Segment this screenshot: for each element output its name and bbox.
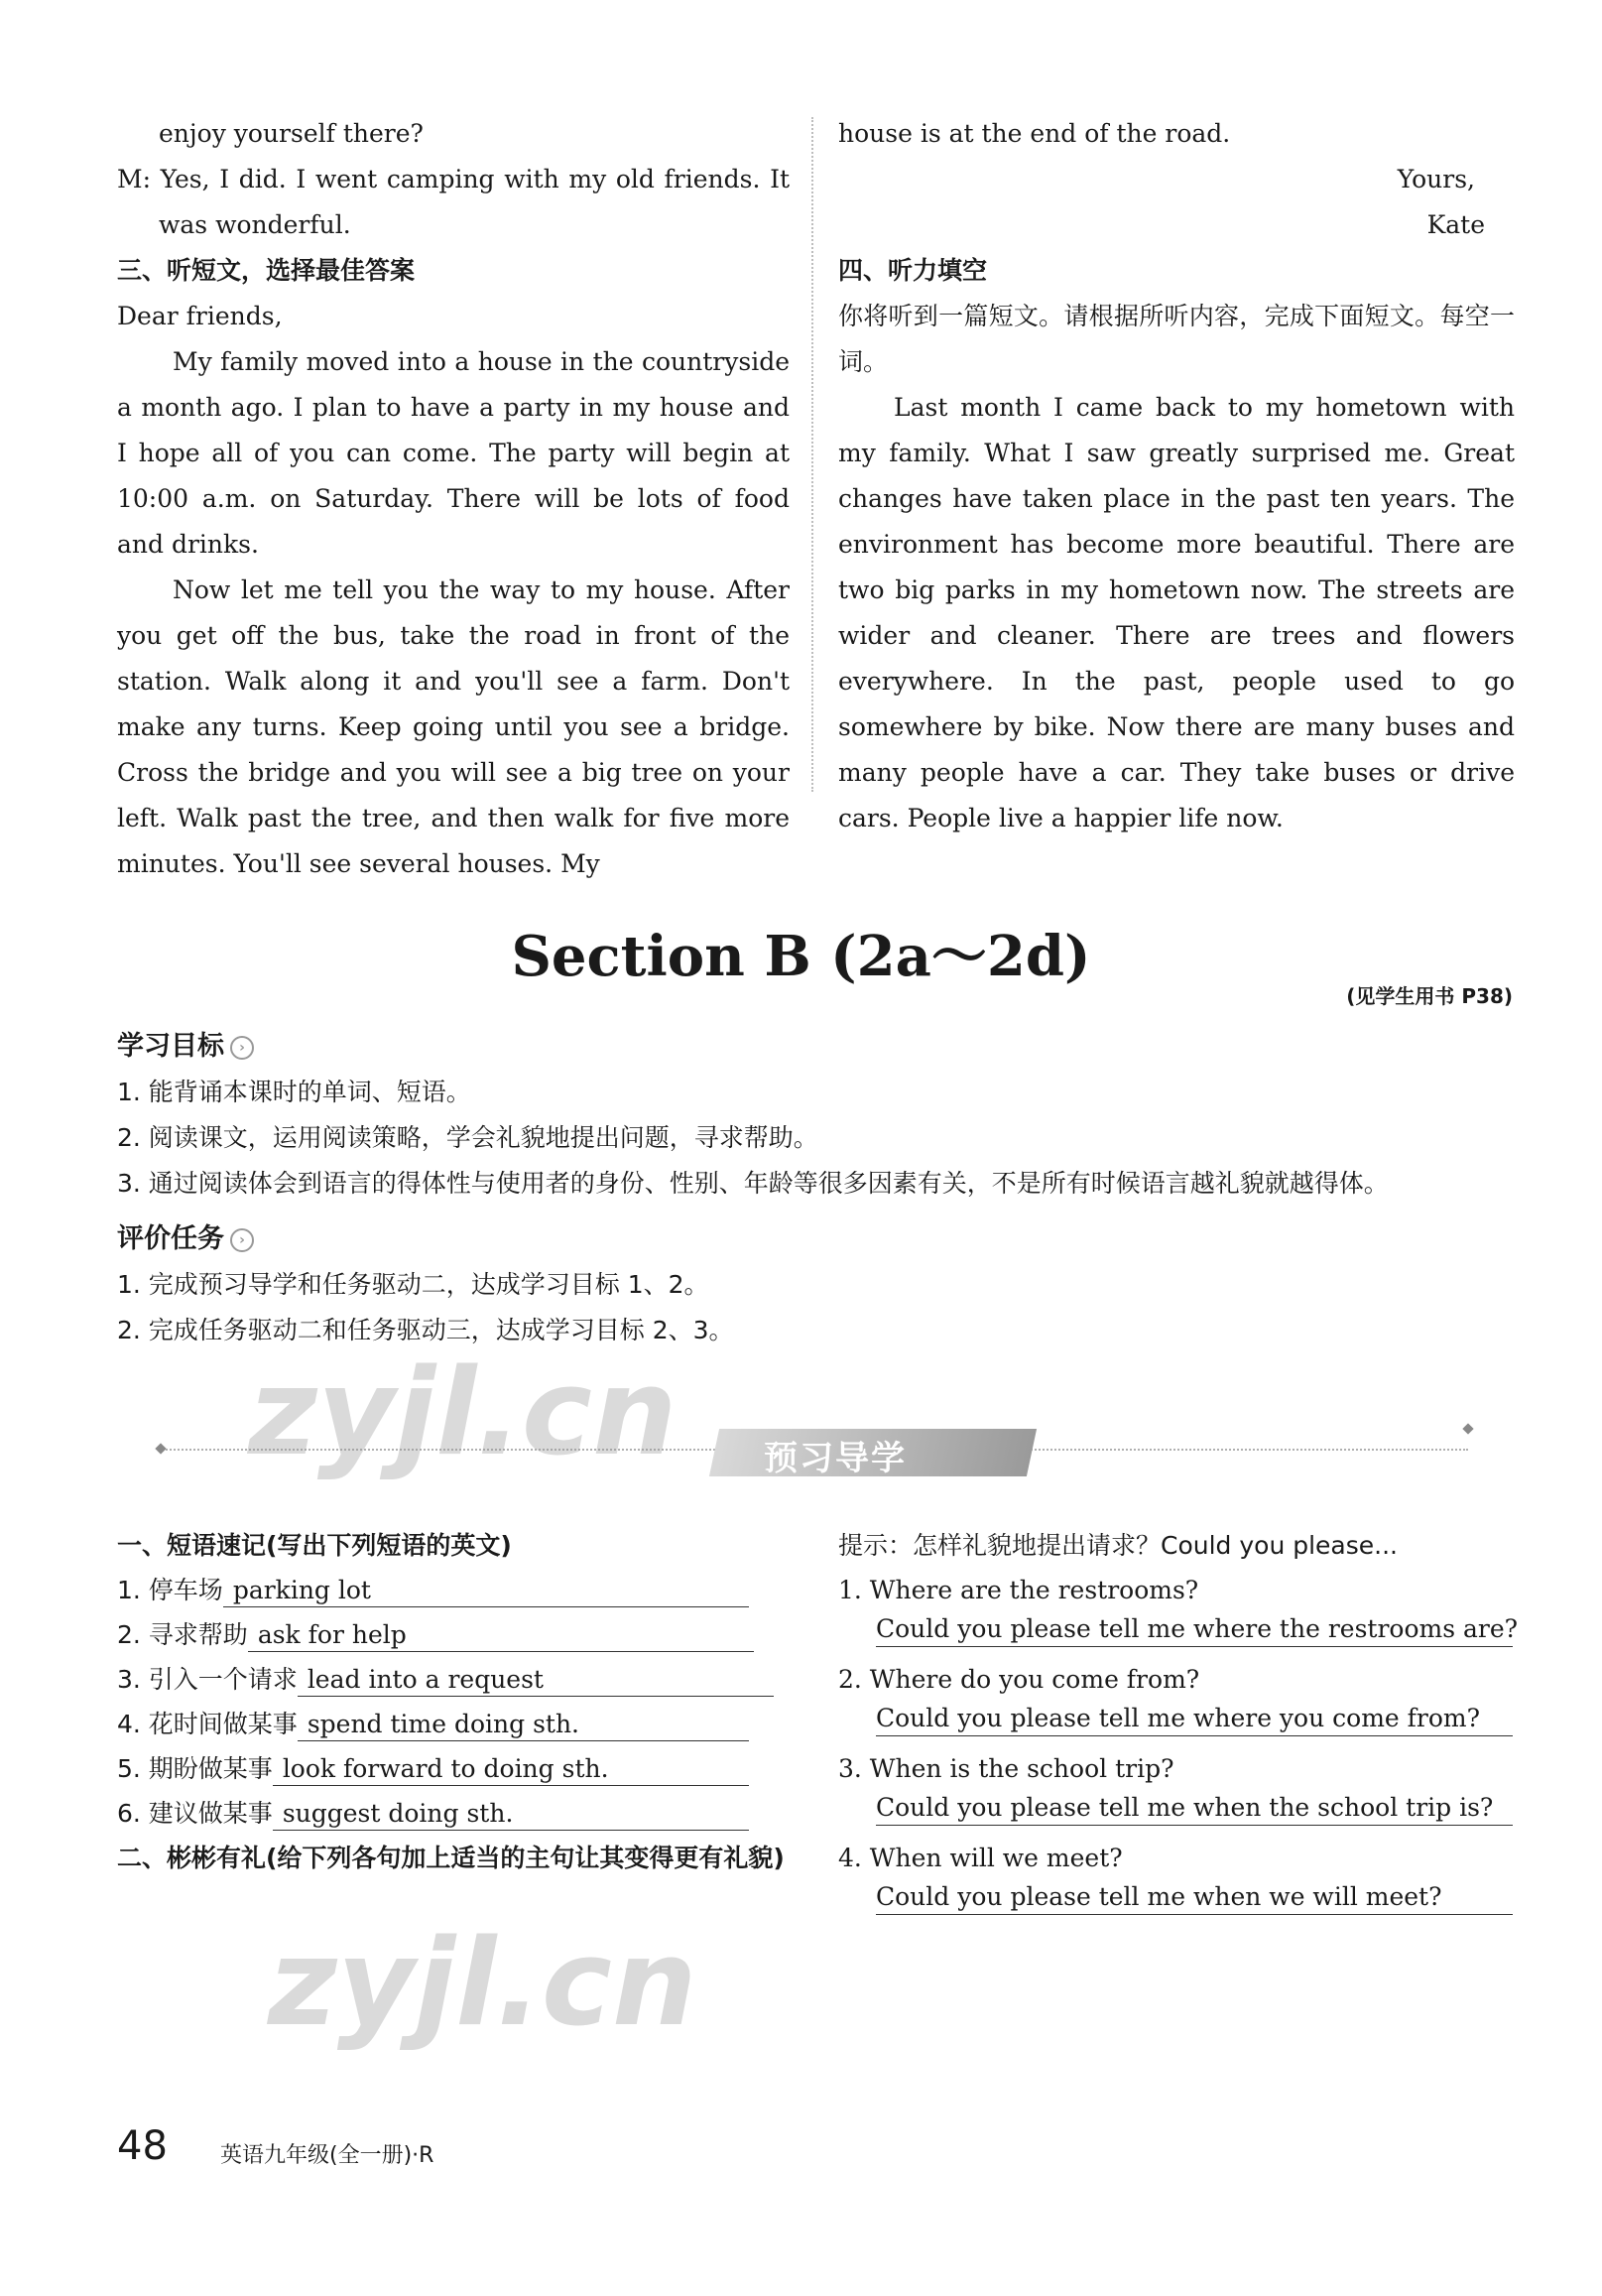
phrase-item [117,1568,792,1612]
goal-item: 3. 通过阅读体会到语言的得体性与使用者的身份、性别、年龄等很多因素有关，不是所有时候语言越礼貌就越得体。 [117,1169,1389,1198]
phrase-question: 3. 引入一个请求 [117,1665,298,1694]
goal-item: 1. 能背诵本课时的单词、短语。 [117,1078,471,1106]
phrase-item [117,1657,792,1702]
part4-heading: 四、听力填空 [838,256,988,285]
task-item: 2. 完成任务驱动二和任务驱动三，达成学习目标 2、3。 [117,1316,734,1344]
phrase-answer: look forward to doing sth. [273,1753,749,1786]
polite-heading: 二、彬彬有礼(给下列各句加上适当的主句让其变得更有礼貌) [117,1844,785,1872]
dialogue-line: enjoy yourself there? [159,119,424,148]
section-title: Section B (2a～2d) [511,924,1091,989]
paragraph: Now let me tell you the way to my house. After you get off the bus, take the road in front of the station. Walk along it and you'll see a farm. Don't make any turns. Keep going until you see a bridge. Cross the bridge and you will see a big tree on your left. Walk past the tree, and then walk for five more minutes. You'll see several houses. My [117,575,790,878]
book-reference: (见学生用书 P38) [1346,984,1513,1008]
book-title: 英语九年级(全一册)·R [220,2143,434,2168]
phrase-item [117,1791,792,1836]
phrase-answer: ask for help [248,1619,754,1652]
phrases-heading: 一、短语速记(写出下列短语的英文) [117,1531,512,1560]
tasks-label-text: 评价任务 [117,1223,224,1254]
paragraph: Last month I came back to my hometown with my family. What I saw greatly surprised me. Great changes have taken place in the past ten years. The environment has become more beautiful. There are two big parks in my hometown now. The streets are wider and cleaner. There are trees and flowers everywhere. In the past, people used to go somewhere by bike. Now there are many buses and many people have a car. They take buses or drive cars. People live a happier life now. [838,393,1515,832]
goal-item: 2. 阅读课文，运用阅读策略，学会礼貌地提出问题，寻求帮助。 [117,1123,818,1152]
arrow-icon: › [230,1228,254,1252]
letter-signature: Kate [1426,210,1485,239]
letter-closing: Yours, [1397,165,1475,193]
paragraph: My family moved into a house in the countryside a month ago. I plan to have a party in my house and I hope all of you can come. The party will begin at 10:00 a.m. on Saturday. There will be lots of food and drinks. [117,347,790,559]
watermark: zyjl.cn [268,1915,697,2053]
phrase-item [117,1702,792,1746]
phrase-item [117,1612,792,1657]
phrase-answer: spend time doing sth. [298,1709,749,1741]
diamond-icon [155,1443,166,1454]
top-right-column [838,111,1515,841]
phrase-question: 6. 建议做某事 [117,1799,273,1828]
page-number: 48 [117,2123,168,2169]
polite-answer: Could you please tell me where the restrooms are? [876,1612,1513,1647]
phrase-answer: suggest doing sth. [273,1798,749,1831]
watermark: zyjl.cn [248,1344,678,1482]
phrase-item [117,1746,792,1791]
phrase-question: 1. 停车场 [117,1576,223,1604]
tasks-label [117,1216,254,1255]
goals-label [117,1024,254,1063]
phrase-answer: parking lot [223,1575,749,1607]
arrow-icon: › [230,1036,254,1060]
part3-heading: 三、听短文，选择最佳答案 [117,256,416,285]
polite-question: 3. When is the school trip? [838,1754,1174,1783]
tasks-list [117,1262,1526,1353]
top-left-column [117,111,790,887]
phrase-question: 4. 花时间做某事 [117,1710,298,1738]
phrases-section [117,1523,792,1881]
goals-list [117,1070,1526,1207]
polite-answer: Could you please tell me when we will meet? [876,1880,1513,1915]
column-divider [811,117,813,792]
polite-answer: Could you please tell me where you come from? [876,1702,1513,1736]
polite-question: 2. Where do you come from? [838,1665,1200,1694]
banner-label: 预习导学 [764,1439,907,1478]
task-item: 1. 完成预习导学和任务驱动二，达成学习目标 1、2。 [117,1270,709,1299]
polite-answer: Could you please tell me when the school trip is? [876,1791,1513,1826]
phrase-answer: lead into a request [298,1664,774,1697]
goals-label-text: 学习目标 [117,1031,224,1062]
phrase-question: 2. 寻求帮助 [117,1620,248,1649]
instruction: 你将听到一篇短文。请根据所听内容，完成下面短文。每空一词。 [838,302,1515,376]
phrase-question: 5. 期盼做某事 [117,1754,273,1783]
polite-question: 4. When will we meet? [838,1844,1123,1872]
dialogue-line: M: Yes, I did. I went camping with my old friends. It was wonderful. [117,165,790,239]
diamond-icon [1462,1423,1473,1434]
salutation: Dear friends, [117,302,283,330]
polite-question: 1. Where are the restrooms? [838,1576,1199,1604]
polite-hint: 提示：怎样礼貌地提出请求？Could you please... [838,1531,1399,1560]
polite-section [838,1523,1519,1925]
letter-continuation: house is at the end of the road. [838,119,1231,148]
